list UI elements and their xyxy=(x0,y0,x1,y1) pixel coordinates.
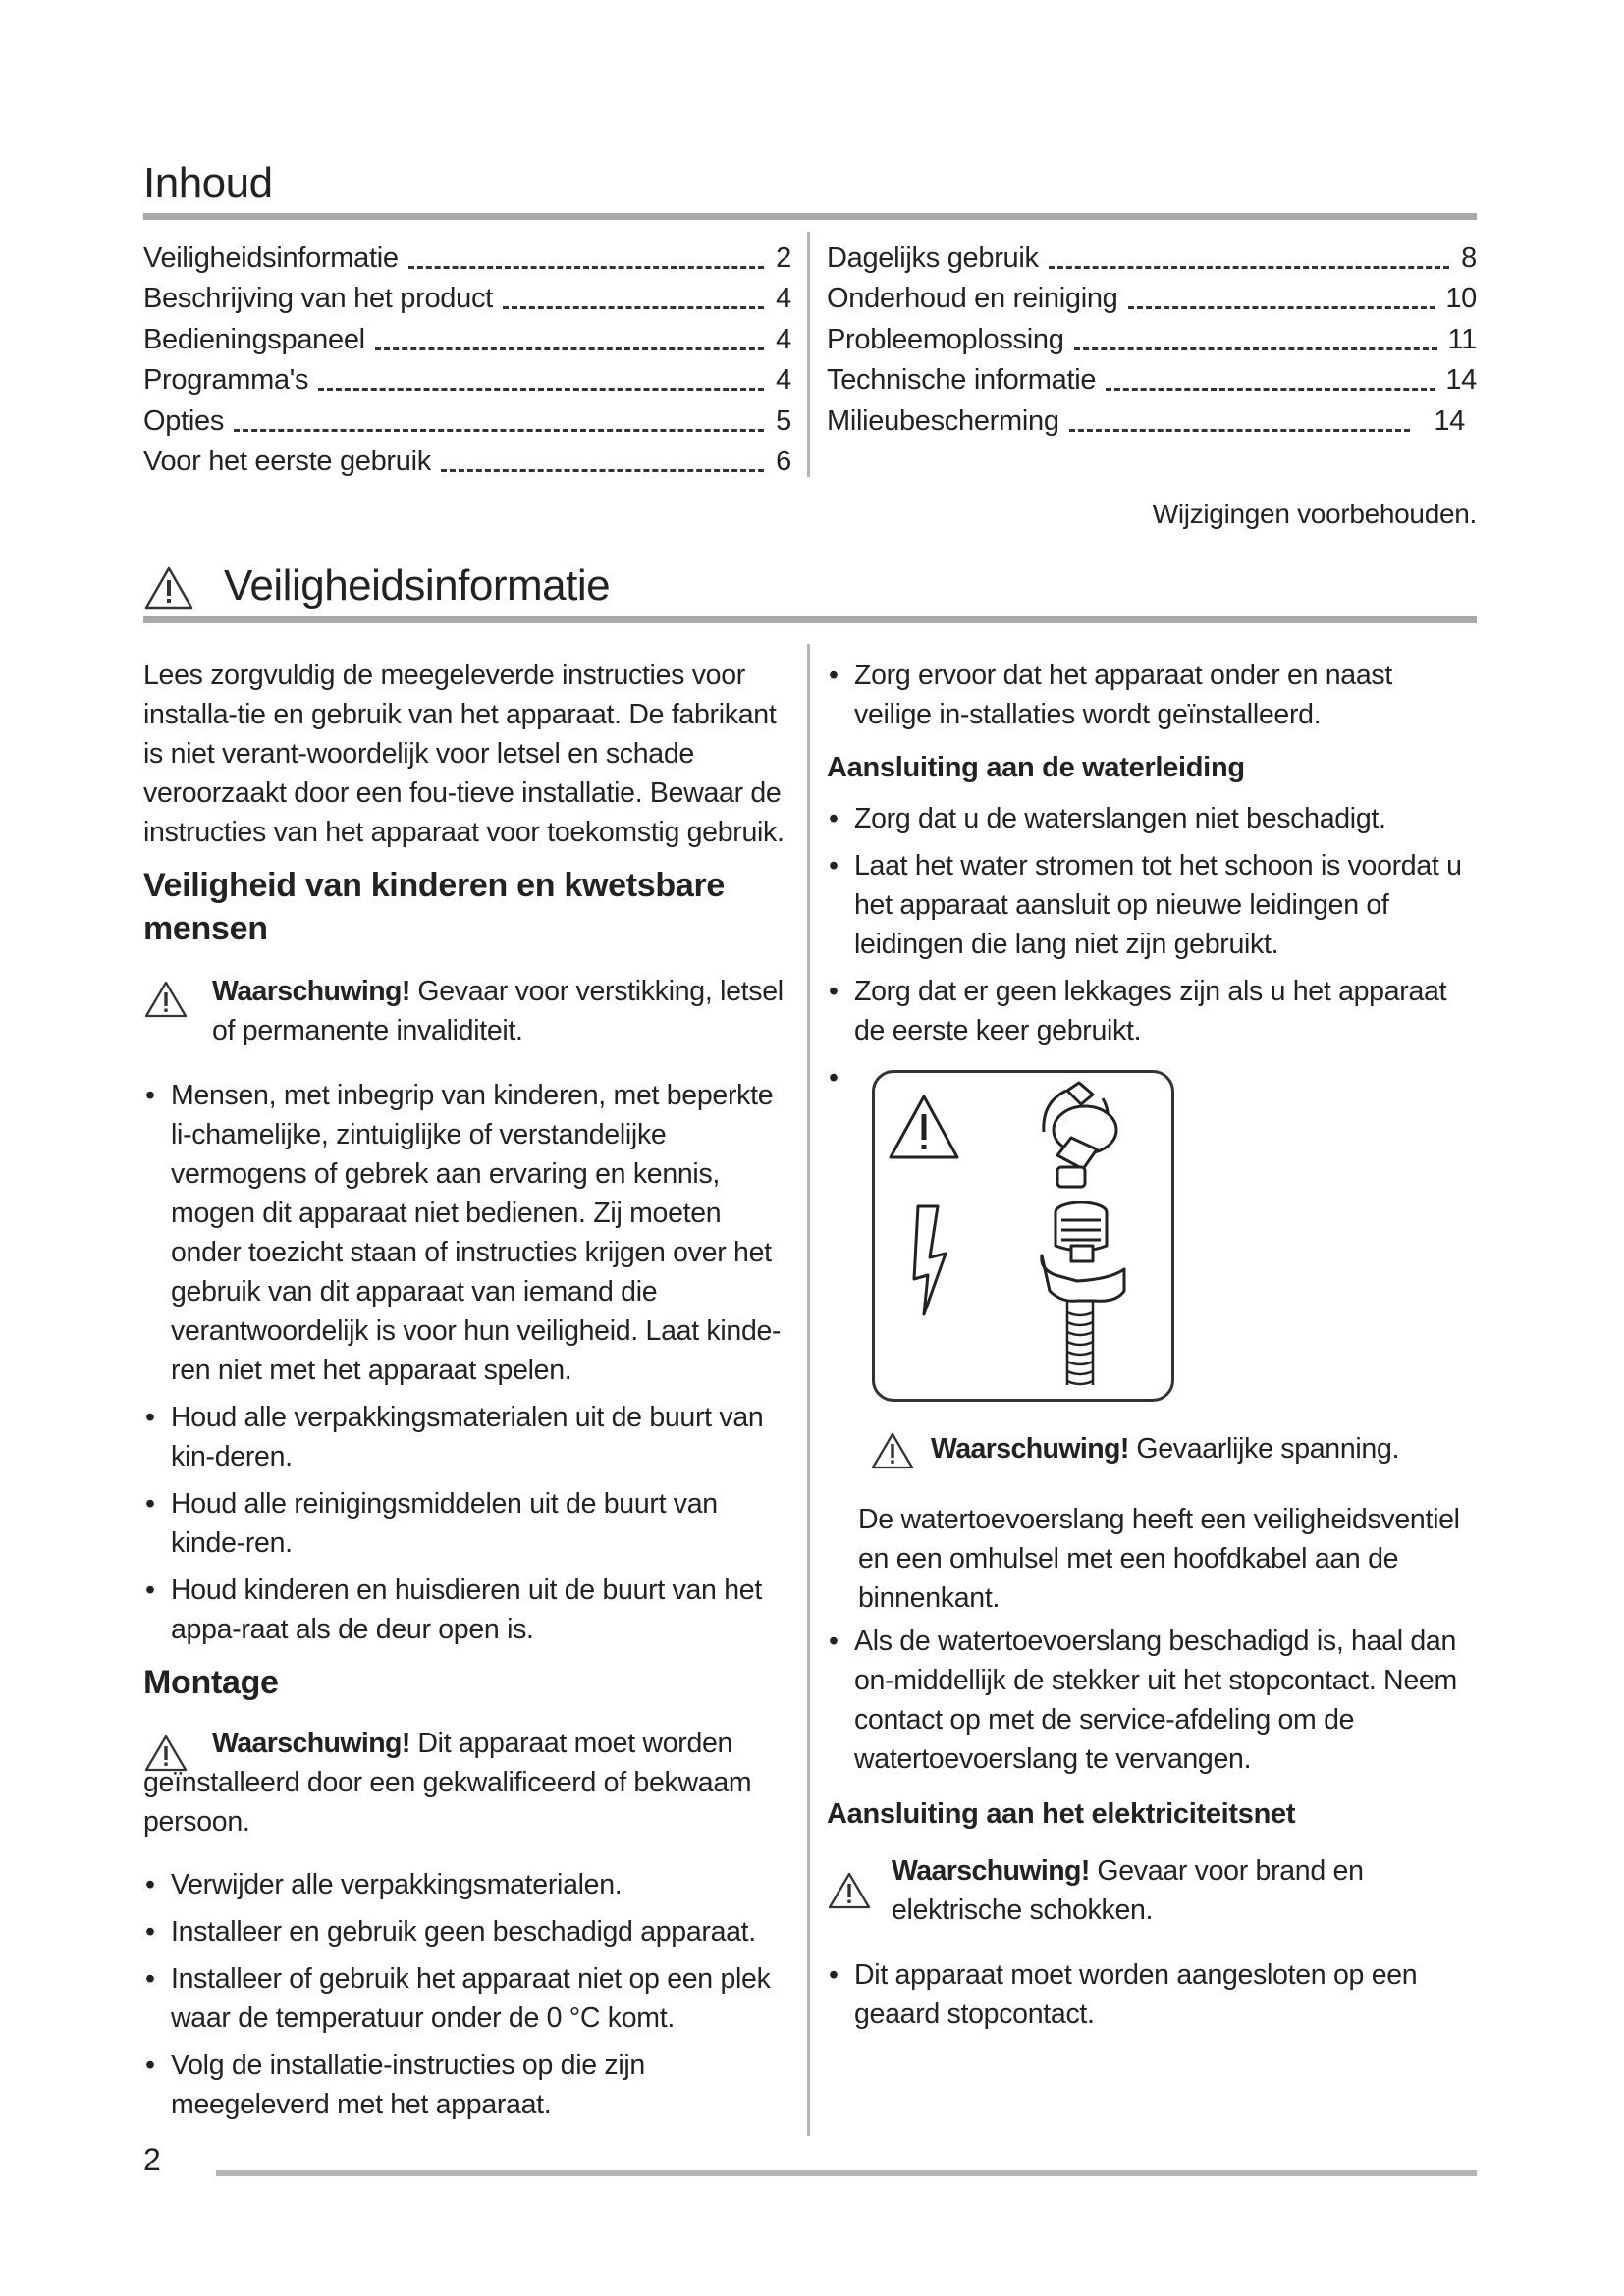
children-safety-heading: Veiligheid van kinderen en kwetsbare mensen xyxy=(143,867,725,947)
voltage-warning xyxy=(827,1429,1477,1468)
list-item: • Zorg ervoor dat het apparaat onder en naast veilige in-stallaties wordt geïnstalleerd. xyxy=(827,656,1477,734)
warning-text: Dit apparaat moet worden geïnstalleerd door een gekwalificeerd of bekwaam persoon. xyxy=(143,1728,752,1838)
warning-text: Gevaarlijke spanning. xyxy=(1136,1433,1400,1465)
toc-entry-page: 14 xyxy=(1434,404,1465,437)
body-column-divider xyxy=(807,644,810,2136)
list-item: • Verwijder alle verpakkingsmaterialen. xyxy=(143,1865,793,1904)
warning-label: Waarschuwing! xyxy=(212,976,410,1007)
children-warning xyxy=(143,972,793,1050)
toc-dash-leader xyxy=(1074,347,1438,350)
warning-label: Waarschuwing! xyxy=(931,1433,1129,1465)
toc-dash-leader xyxy=(318,388,764,391)
hose-connector-icon xyxy=(1042,1202,1124,1301)
list-item-illustration xyxy=(827,1058,1477,1412)
toc-entry-label: Dagelijks gebruik xyxy=(827,241,1039,274)
electrical-connection-heading: Aansluiting aan het elektriciteitsnet xyxy=(827,1798,1296,1830)
toc-entry-page: 5 xyxy=(776,404,791,437)
toc-entry[interactable] xyxy=(827,356,1477,398)
installation-bullet-list xyxy=(827,656,1477,734)
safety-title-rule xyxy=(143,616,1477,623)
toc-entry-page: 8 xyxy=(1461,241,1477,274)
montage-warning-paragraph xyxy=(143,1724,793,1842)
electric-warning xyxy=(827,1851,1477,1930)
warning-triangle-icon xyxy=(870,1431,915,1470)
toc-dash-leader xyxy=(441,469,764,472)
list-item: • Mensen, met inbegrip van kinderen, met beperkte li-chamelijke, zintuiglijke of verstandelijke vermogens of gebrek aan ervaring en kennis, mogen dit apparaat niet bedienen. Zij moeten onder toezicht staan of instructies krijgen over het gebruik van dit apparaat van iemand die verantwoordelijk is voor hun veiligheid. Laat kinde-ren niet met het apparaat spelen. xyxy=(143,1076,793,1390)
toc-entry-page: 11 xyxy=(1447,323,1477,355)
toc-entry-label: Opties xyxy=(143,404,225,437)
water-tap-icon xyxy=(1044,1083,1116,1187)
toc-dash-leader xyxy=(234,429,764,432)
toc-right-column xyxy=(827,234,1477,438)
safety-left-column xyxy=(143,656,793,2124)
toc-entry-page: 4 xyxy=(776,283,791,314)
toc-entry-label: Veiligheidsinformatie xyxy=(143,241,399,274)
list-item: • Laat het water stromen tot het schoon is voordat u het apparaat aansluit op nieuwe leidingen of leidingen die lang niet zijn gebruikt. xyxy=(827,846,1477,964)
toc-entry-page: 4 xyxy=(776,323,791,355)
toc-entry-label: Onderhoud en reiniging xyxy=(827,283,1118,314)
toc-dash-leader xyxy=(1049,266,1449,269)
toc-entry[interactable] xyxy=(143,315,791,356)
list-item: • Installeer of gebruik het apparaat niet op een plek waar de temperatuur onder de 0 °C komt. xyxy=(143,1959,793,2038)
montage-bullet-list xyxy=(143,1865,793,2124)
toc-entry[interactable] xyxy=(827,315,1477,356)
warning-label: Waarschuwing! xyxy=(892,1855,1090,1887)
water-bullet-list xyxy=(827,799,1477,1412)
hose-damage-bullet-list xyxy=(827,1622,1477,1779)
list-item: • Houd alle reinigingsmiddelen uit de buurt van kinde-ren. xyxy=(143,1484,793,1563)
toc-left-column xyxy=(143,234,791,478)
changes-reserved-note: Wijzigingen voorbehouden. xyxy=(1152,499,1477,529)
toc-entry-label: Bedieningspaneel xyxy=(143,323,365,355)
toc-entry-page: 4 xyxy=(776,364,791,396)
toc-entry-label: Voor het eerste gebruik xyxy=(143,446,431,477)
toc-entry-page: 14 xyxy=(1445,364,1477,396)
electric-bullet-list xyxy=(827,1955,1477,2034)
toc-dash-leader xyxy=(375,347,764,350)
list-item: • Installeer en gebruik geen beschadigd apparaat. xyxy=(143,1912,793,1951)
toc-dash-leader xyxy=(1106,388,1435,391)
toc-dash-leader xyxy=(408,266,764,269)
toc-dash-leader xyxy=(503,306,764,309)
warning-triangle-icon xyxy=(143,980,189,1019)
toc-entry[interactable] xyxy=(143,275,791,316)
list-item: • Volg de installatie-instructies op die zijn meegeleverd met het apparaat. xyxy=(143,2046,793,2124)
hose-description-paragraph: De watertoevoerslang heeft een veiligheidsventiel en een omhulsel met een hoofdkabel aan de binnenkant. xyxy=(858,1504,1460,1614)
warning-label: Waarschuwing! xyxy=(212,1728,410,1759)
lightning-bolt-icon xyxy=(914,1206,946,1314)
toc-entry[interactable] xyxy=(143,438,791,479)
water-connection-heading: Aansluiting aan de waterleiding xyxy=(827,752,1245,783)
footer-rule xyxy=(216,2170,1477,2176)
toc-entry-label: Probleemoplossing xyxy=(827,323,1064,355)
toc-entry[interactable] xyxy=(827,275,1477,316)
children-bullet-list xyxy=(143,1076,793,1649)
page-number: 2 xyxy=(143,2142,161,2177)
toc-entry[interactable] xyxy=(827,397,1477,438)
list-item: • Houd kinderen en huisdieren uit de buurt van het appa-raat als de deur open is. xyxy=(143,1571,793,1649)
toc-entry-page: 2 xyxy=(776,241,791,274)
list-item: • Als de watertoevoerslang beschadigd is, haal dan on-middellijk de stekker uit het stopcontact. Neem contact op met de service-afdeling om de watertoevoerslang te vervangen. xyxy=(827,1622,1477,1779)
toc-title-rule xyxy=(143,213,1477,220)
hose-drawing xyxy=(875,1073,1171,1399)
toc-dash-leader xyxy=(1069,429,1411,432)
safety-right-column xyxy=(827,656,1477,2034)
toc-dash-leader xyxy=(1128,306,1436,309)
toc-entry-label: Milieubescherming xyxy=(827,404,1059,437)
montage-warning xyxy=(143,1724,793,1842)
toc-title: Inhoud xyxy=(143,159,273,207)
toc-entry-label: Technische informatie xyxy=(827,364,1097,396)
toc-entry-page: 6 xyxy=(776,446,791,477)
toc-entry[interactable] xyxy=(143,356,791,398)
safety-section-title: Veiligheidsinformatie xyxy=(224,561,611,610)
warning-triangle-icon xyxy=(143,565,194,611)
warning-text: Gevaar voor verstikking, letsel of permanente invaliditeit. xyxy=(212,976,784,1046)
toc-column-divider xyxy=(807,232,810,477)
warning-text: Gevaar voor brand en elektrische schokken. xyxy=(892,1855,1364,1926)
warning-triangle-icon xyxy=(143,1734,189,1773)
safety-intro-paragraph: Lees zorgvuldig de meegeleverde instructies voor installa-tie en gebruik van het apparaat. De fabrikant is niet verant-woordelijk voor letsel en schade veroorzaakt door een fou-tieve installatie. Bewaar de instructies van het apparaat voor toekomstig gebruik. xyxy=(143,660,785,848)
toc-entry[interactable] xyxy=(143,234,791,275)
montage-heading: Montage xyxy=(143,1664,279,1701)
list-item: • Dit apparaat moet worden aangesloten op een geaard stopcontact. xyxy=(827,1955,1477,2034)
toc-entry-label: Beschrijving van het product xyxy=(143,283,493,314)
water-hose-illustration xyxy=(872,1070,1174,1402)
toc-entry-page: 10 xyxy=(1445,283,1477,314)
corrugated-hose-icon xyxy=(1067,1301,1093,1385)
warning-triangle-icon xyxy=(827,1871,872,1910)
list-item: • Zorg dat u de waterslangen niet beschadigt. xyxy=(827,799,1477,838)
toc-entry[interactable] xyxy=(143,397,791,438)
toc-entry[interactable] xyxy=(827,234,1477,275)
list-item: • Zorg dat er geen lekkages zijn als u het apparaat de eerste keer gebruikt. xyxy=(827,972,1477,1050)
list-item: • Houd alle verpakkingsmaterialen uit de buurt van kin-deren. xyxy=(143,1398,793,1476)
toc-entry-label: Programma's xyxy=(143,364,309,396)
